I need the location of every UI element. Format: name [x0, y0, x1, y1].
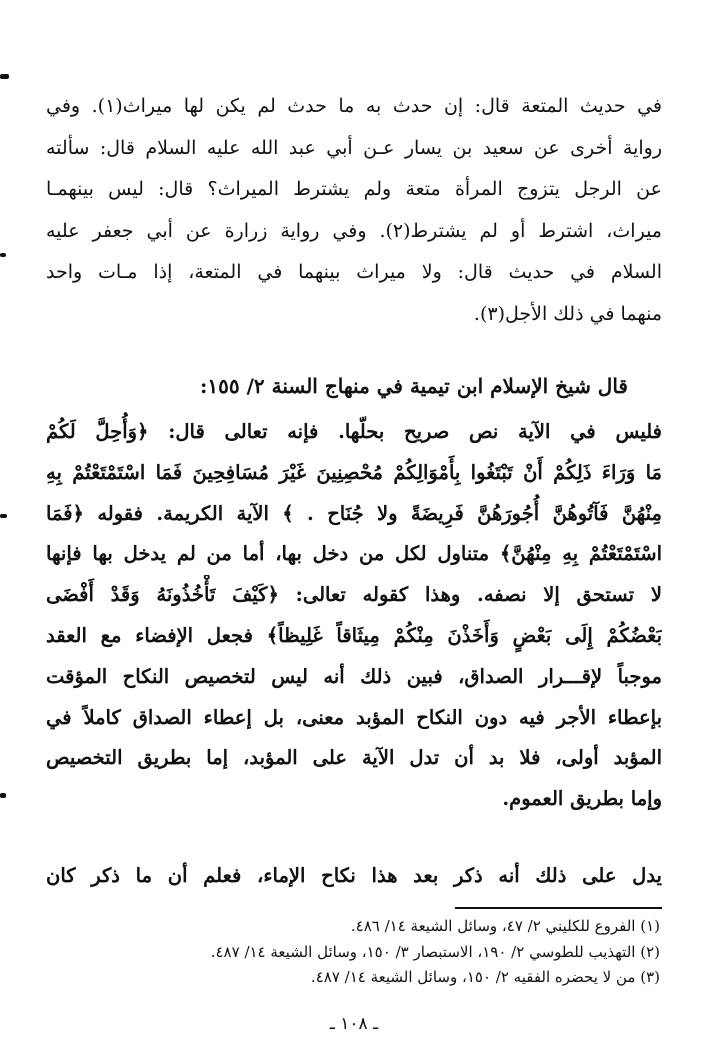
text-line: بَعْضُكُمْ إِلَى بَعْضٍ وَأَخَذْنَ مِنْكُمْ مِيثَاقاً غَلِيظاً﴾ فجعل الإفضاء مع العقد	[46, 623, 662, 647]
text-line: وإما بطريق العموم.	[502, 787, 662, 811]
binding-mark	[0, 74, 9, 79]
footnote-separator	[455, 907, 662, 909]
footnote: (١) الفروع للكليني ٢/ ٤٧، وسائل الشيعة ١٤/ ٤٨٦.	[350, 917, 660, 935]
footnote: (٣) من لا يحضره الفقيه ٢/ ١٥٠، وسائل الشيعة ١٤/ ٤٨٧.	[310, 968, 660, 986]
text-line: ميراث، اشترط أو لم يشترط(٢). وفي رواية زرارة عن أبي جعفر عليه	[46, 219, 662, 242]
text-line: فليس في الآية نص صريح بحلّها. فإنه تعالى قال: ﴿وَأُحِلَّ لَكُمْ	[46, 420, 662, 443]
text-line: يدل على ذلك أنه ذكر بعد هذا نكاح الإماء، فعلم أن ما ذكر كان	[46, 864, 662, 887]
text-line: اسْتَمْتَعْتُمْ بِهِ مِنْهُنَّ﴾ متناول لكل من دخل بها، أما من لم يدخل بها فإنها	[46, 542, 662, 566]
text-line: في حديث المتعة قال: إن حدث به ما حدث لم يكن لها ميراث(١). وفي	[46, 95, 662, 117]
text-line: السلام في حديث قال: ولا ميراث بينهما في المتعة، إذا مـات واحد	[46, 261, 662, 283]
text-line: المؤبد أولى، فلا بد أن تدل الآية على المؤبد، إما بطريق التخصيص	[46, 746, 662, 770]
text-line: لا تستحق إلا نصفه. وهذا كقوله تعالى: ﴿كَيْفَ تَأْخُذُونَهُ وَقَدْ أَفْضَى	[46, 583, 662, 607]
paragraph-narration	[46, 86, 662, 335]
binding-mark	[0, 514, 7, 518]
page-number: ـ ١٠٨ ـ	[329, 1014, 379, 1034]
section-heading: قال شيخ الإسلام ابن تيمية في منهاج السنة ٢/ ١٥٥:	[199, 374, 628, 398]
text-line: مِنْهُنَّ فَآتُوهُنَّ أُجُورَهُنَّ فَرِيضَةً ولا جُنَاح . ﴾ الآية الكريمة. فقوله ﴿فَمَا	[46, 501, 662, 525]
footnote: (٢) التهذيب للطوسي ٢/ ١٩٠، الاستبصار ٣/ ١٥٠، وسائل الشيعة ١٤/ ٤٨٧.	[210, 942, 660, 961]
text-line: بإعطاء الأجر فيه دون النكاح المؤبد معنى، بل إعطاء الصداق كاملاً في	[46, 705, 662, 729]
paragraph-quote	[46, 412, 662, 820]
text-line: عن الرجل يتزوج المرأة متعة ولم يشترط الميراث؟ قال: ليس بينهمـا	[46, 178, 662, 200]
binding-mark	[0, 253, 6, 257]
text-line: مَا وَرَاءَ ذَلِكُمْ أَنْ تَبْتَغُوا بِأَمْوَالِكُمْ مُحْصِنِينَ غَيْرَ مُسَافِحِينَ فَمَا اسْتَمْتَعْتُمْ بِهِ	[46, 460, 662, 484]
paragraph-continuation	[46, 856, 662, 896]
text-line: موجباً لإقـــرار الصداق، فبين ذلك أنه ليس لتخصيص النكاح المؤقت	[46, 664, 662, 688]
text-line: منهما في ذلك الأجل(٣).	[473, 302, 662, 325]
text-line: رواية أخرى عن سعيد بن يسار عـن أبي عبد الله عليه السلام قال: سألته	[46, 136, 662, 159]
binding-mark	[0, 793, 6, 798]
footnotes	[40, 914, 660, 991]
